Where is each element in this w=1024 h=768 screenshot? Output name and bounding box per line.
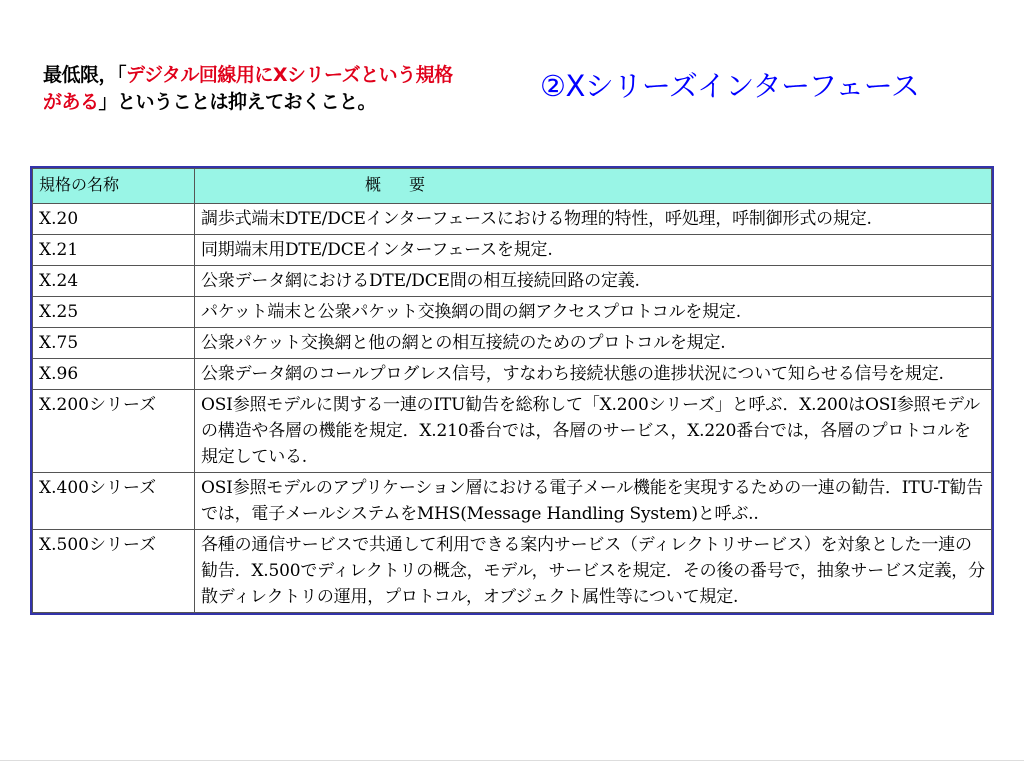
- slide-title: ②Xシリーズインターフェース: [540, 69, 920, 103]
- bottom-divider: [0, 760, 1024, 761]
- table-row: [33, 359, 992, 390]
- standard-description: 公衆パケット交換網と他の網との相互接続のためのプロトコルを規定.: [195, 328, 992, 359]
- note-text: [43, 62, 463, 116]
- header-standard-name: 規格の名称: [33, 169, 195, 204]
- note-part2: 」ということは抑えておくこと。: [98, 91, 377, 113]
- standard-description: 公衆データ網におけるDTE/DCE間の相互接続回路の定義.: [195, 266, 992, 297]
- table-row: [33, 328, 992, 359]
- standard-name: X.25: [33, 297, 195, 328]
- standard-name: X.200シリーズ: [33, 390, 195, 473]
- table-row: [33, 297, 992, 328]
- standard-name: X.500シリーズ: [33, 530, 195, 613]
- table-row: [33, 266, 992, 297]
- standard-name: X.96: [33, 359, 195, 390]
- table-row: [33, 390, 992, 473]
- standards-table: [32, 168, 992, 613]
- note-highlight: デジタル回線用にXシリーズという規格がある: [43, 64, 453, 113]
- standard-name: X.75: [33, 328, 195, 359]
- standard-name: X.20: [33, 204, 195, 235]
- standard-description: 同期端末用DTE/DCEインターフェースを規定.: [195, 235, 992, 266]
- standard-description: 公衆データ網のコールプログレス信号，すなわち接続状態の進捗状況について知らせる信号を規定.: [195, 359, 992, 390]
- standard-description: 調歩式端末DTE/DCEインターフェースにおける物理的特性，呼処理，呼制御形式の規定.: [195, 204, 992, 235]
- table-row: [33, 204, 992, 235]
- table-row: [33, 530, 992, 613]
- header-overview: 概 要: [195, 169, 992, 204]
- standard-name: X.24: [33, 266, 195, 297]
- table-row: [33, 473, 992, 530]
- standard-name: X.400シリーズ: [33, 473, 195, 530]
- standard-description: 各種の通信サービスで共通して利用できる案内サービス（ディレクトリサービス）を対象とした一連の勧告．X.500でディレクトリの概念，モデル，サービスを規定．その後の番号で，抽象サービス定義，分散ディレクトリの運用，プロトコル，オブジェクト属性等について規定.: [195, 530, 992, 613]
- standards-table-wrapper: [30, 166, 994, 615]
- standard-description: パケット端末と公衆パケット交換網の間の網アクセスプロトコルを規定.: [195, 297, 992, 328]
- standard-name: X.21: [33, 235, 195, 266]
- table-header-row: [33, 169, 992, 204]
- note-part1: 最低限，「: [43, 64, 127, 86]
- table-row: [33, 235, 992, 266]
- standard-description: OSI参照モデルに関する一連のITU勧告を総称して「X.200シリーズ」と呼ぶ．X.200はOSI参照モデルの構造や各層の機能を規定．X.210番台では，各層のサービス，X.220番台では，各層のプロトコルを規定している.: [195, 390, 992, 473]
- standard-description: OSI参照モデルのアプリケーション層における電子メール機能を実現するための一連の勧告．ITU-T勧告では，電子メールシステムをMHS(Message Handling System)と呼ぶ..: [195, 473, 992, 530]
